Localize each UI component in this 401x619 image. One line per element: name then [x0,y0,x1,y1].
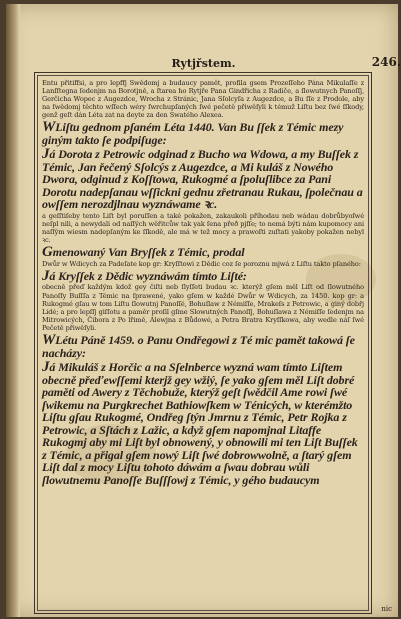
heading-text: á Dorota z Petrowic odginad z Bucho wa Wdowa, a my Buſſek z Témic, Jan řečený Sſolcýs z Augezdce, a Mi kuláš z Nowého Dwora, odginud z Koſſtowa, Rukogmé a ſpoluſlibce za Pani Dorotu nadepſanau wſſickni gednu zřetranau Rukau, ſpolečnau a owſſem nerozdjlnau wyznáwame ꝛc. [42,147,363,212]
body-paragraph: obecně přeď každým kdož gey čiſti neb ſlyſſeti budau ꝛc. kterýž gſem měl Liſt od ſlowutného Panoſſy Buſſſa z Témic na ſprawené, yako gſem w každé Dwůr w Wdicych, za 1450. kop gr: a Rukogmé gſau w tom Liſtu ſlowutnj Panoſſé, Bohuſlaw z Némiſſe, Mrakeſs z Petrowic, a giný dobřj Lidé; a pro lepſſj giſſotu a paměr proſil gſme Slowutných Panoſſj, Bohuſlawa z Némiſſe ſedenjm na Mitrowicých, Čibora z Po lřimě, Alewjna z Bůdowé, a Petra Bratra Kryſſkowa, aby wedle náſ ſwé Pečetě přiwěſyli. [42,283,364,332]
section-heading [42,361,364,486]
heading-text: á Kryſſek z Dědic wyznáwám tímto Liſté: [49,268,247,283]
heading-text: menowaný Van Bryſſek z Témic, prodal [52,245,245,260]
body-paragraph: Dwůr w Wdicych za Padeſate kop gr: Kryſſtowi z Dědic coz ſe poroznu mjwá z Liſtu takto pſaného: [42,259,361,268]
heading-text: Liſtu gednom pſaném Léta 1440. Van Bu ſſek z Témic mezy giným takto ſe podpiſuge: [42,120,344,147]
section-heading [42,148,364,211]
section-heading [42,267,364,284]
heading-initial: J [42,267,50,284]
text-column [42,79,364,487]
document-page [6,4,401,617]
heading-initial: W [42,119,56,136]
section-heading [42,121,364,146]
heading-initial: J [42,359,50,375]
book-gutter [6,4,20,617]
body-paragraph: Entu přitiffsi, a pro lepffj Swědomj a budaucy pamět, profila gsem Prozeſſeho Pána Mikulaſſe z Lanſſtegna ſedenjm na Borotjně, a ſtarea ho Rytjře Pana Gindřicha z Radiče, a ſlowutnych Panoſſj, Gerčicha Wopec z Augezdce, Wrocha z Stránic, Jana Sſolcyſa z Augezdce, a Bu ſſe z Prodole, aby na ſwědomj těchto wſſech wéry ſwrchupſaných ſwé pečetě přiwěſyli k témuž Liſtu bez ſwé ſſkody, genž geſt dán Léta zat na deyte za den Swatého Alexea. [42,79,364,120]
catchword: nic [381,605,392,613]
heading-initial: G [42,244,53,261]
running-head: Rytjřstem. [171,57,236,70]
heading-text: á Mikuláš z Horčic a na Sſelnberce wyzná wam tímto Liſtem obecně přeďewſſemi kterjž gey wžiý, ſe yako gſem měl Liſt dobré paměti od Awery z Těchobuže, kterýž geſt ſwědčil Ame rowi ſwé ſwikemu na Purgkrechet Bathiowſkem w Ténicých, w kterémžto Liſtu gſau Rukogmé, Ondřeg ſtýn Jmrnu z Témic, Petr Rojka z Petrowic, a Sſtách z Lažic, a když gſem napomjnal Litaffe Rukogmj aby mi Liſt byl obnowený, y obnowili mi ten Liſt Buſſek z Témic, a přigal gſem nowý Liſt ſwé dobrowwolně, a ſtarý gſem Liſt dal z mocy Liſtu tohoto dáwám a ſwau dobrau wůli ſlowutnemu Panoſſe Buſſſowj z Témic, y gého budaucym [42,360,358,487]
heading-text: Létu Páně 1459. o Panu Ondřegowi z Té mic pamět takowá ſe nacházy: [42,333,355,360]
body-paragraph: a geſſtiſeby tento Liſt byl poruſſen a také pokažen, zakaukoli příhodau neb wádau dobrůbyoſwé neſpl nili, a newydali od naſſých wěřitcůw tak yak ſena přeð pjſſe; to nemá býti nám kupomocy ani naſſým wiesm nadepſaným ke ſſkodě, ale má w tež mocy a prawoſti zuſtati yakoby pokažen nebyl ꝛc. [42,211,364,245]
text-frame [34,72,372,614]
heading-initial: J [42,146,50,163]
page-number: 246. [371,55,401,69]
heading-initial: W [42,332,56,348]
section-heading [42,246,364,259]
section-heading [42,334,364,359]
page-header [36,55,401,71]
